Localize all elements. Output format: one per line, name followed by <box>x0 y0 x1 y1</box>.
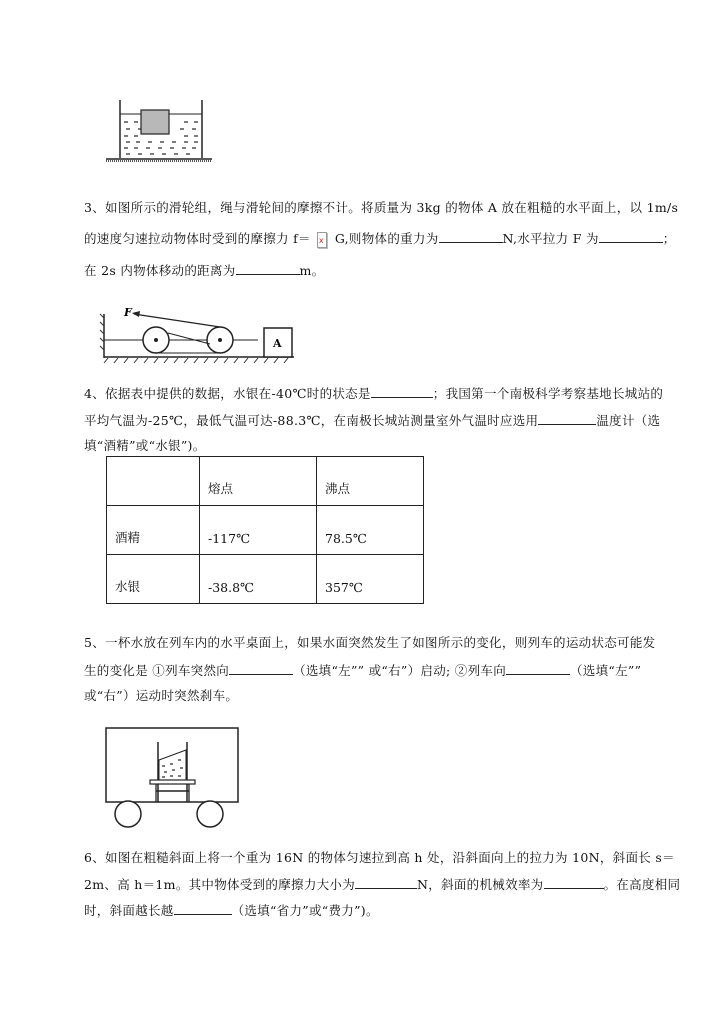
q3-text-a: 的速度匀速拉动物体时受到的摩擦力 f＝ <box>84 231 311 246</box>
melting-boiling-table <box>106 456 424 604</box>
table-cell: 78.5℃ <box>317 506 424 555</box>
answer-blank-start-direction[interactable] <box>229 662 293 675</box>
answer-blank-effort[interactable] <box>174 902 232 915</box>
q5-line2 <box>84 662 641 679</box>
q5-line1: 5、一杯水放在列车内的水平桌面上，如果水面突然发生了如图所示的变化，则列车的运动状态可能发 <box>84 635 656 650</box>
broken-image-icon <box>317 232 327 248</box>
q3-text-f: m。 <box>299 263 325 278</box>
q5-text-c: （选填“左”” <box>570 663 642 678</box>
table-cell: -38.8℃ <box>200 555 317 604</box>
table-header-cell: 沸点 <box>317 457 424 506</box>
q6-line1: 6、如图在粗糙斜面上将一个重为 16N 的物体匀速拉到高 h 处，沿斜面向上的拉力为 10N，斜面长 s＝ <box>84 850 675 865</box>
train-car-figure <box>100 720 250 832</box>
q4-text-d: 温度计（选 <box>596 413 661 428</box>
pulley-figure <box>98 300 294 364</box>
q4-text-c: 平均气温为-25℃，最低气温可达-88.3℃，在南极长城站测量室外气温时应选用 <box>84 413 539 428</box>
table-cell: 357℃ <box>317 555 424 604</box>
table-cell: 水银 <box>107 555 200 604</box>
q3-line1: 3、如图所示的滑轮组，绳与滑轮间的摩擦不计。将质量为 3kg 的物体 A 放在粗糙的水平面上，以 1m/s <box>84 200 679 215</box>
answer-blank-brake-direction[interactable] <box>506 662 570 675</box>
q6-text-b: N，斜面的机械效率为 <box>417 877 544 892</box>
table-row <box>107 506 424 555</box>
q6-line2 <box>84 876 680 893</box>
answer-blank-efficiency[interactable] <box>544 876 604 889</box>
answer-blank-friction[interactable] <box>355 876 417 889</box>
table-header-cell: 熔点 <box>200 457 317 506</box>
table-header-row <box>107 457 424 506</box>
answer-blank-weight[interactable] <box>439 230 503 243</box>
q5-text-b: （选填“左”” 或“右”）启动; ②列车向 <box>293 663 506 678</box>
table-cell: 酒精 <box>107 506 200 555</box>
q3-text-b: G,则物体的重力为 <box>334 231 439 246</box>
q3-line3 <box>84 262 324 279</box>
q4-text-a: 4、依据表中提供的数据，水银在-40℃时的状态是 <box>84 386 371 401</box>
q6-text-d: 时，斜面越长越 <box>84 903 174 918</box>
q3-line2 <box>84 230 676 248</box>
q4-line2 <box>84 412 660 429</box>
table-cell: -117℃ <box>200 506 317 555</box>
block-label: A <box>273 337 282 350</box>
answer-blank-distance[interactable] <box>236 262 300 275</box>
q4-line1 <box>84 385 663 402</box>
table-row <box>107 555 424 604</box>
q3-text-c: N,水平拉力 F 为 <box>502 231 599 246</box>
table-header-cell <box>107 457 200 506</box>
q5-line3: 或“右”）运动时突然刹车。 <box>84 688 239 703</box>
q6-line3 <box>84 902 379 919</box>
beaker-block-figure <box>104 96 214 166</box>
q6-text-e: （选填“省力”或“费力”)。 <box>231 903 379 918</box>
force-label: F <box>124 306 132 319</box>
q6-text-a: 2m、高 h＝1m。其中物体受到的摩擦力大小为 <box>84 877 356 892</box>
q4-text-b: ；我国第一个南极科学考察基地长城站的 <box>432 386 664 401</box>
q3-text-d: ； <box>662 231 676 246</box>
answer-blank-force[interactable] <box>599 230 663 243</box>
answer-blank-thermometer[interactable] <box>538 412 596 425</box>
answer-blank-mercury-state[interactable] <box>371 385 433 398</box>
q5-text-a: 生的变化是 ①列车突然向 <box>84 663 230 678</box>
q3-text-e: 在 2s 内物体移动的距离为 <box>84 263 236 278</box>
q4-line3: 填“酒精”或“水银”)。 <box>84 438 206 453</box>
q6-text-c: 。在高度相同 <box>603 877 681 892</box>
